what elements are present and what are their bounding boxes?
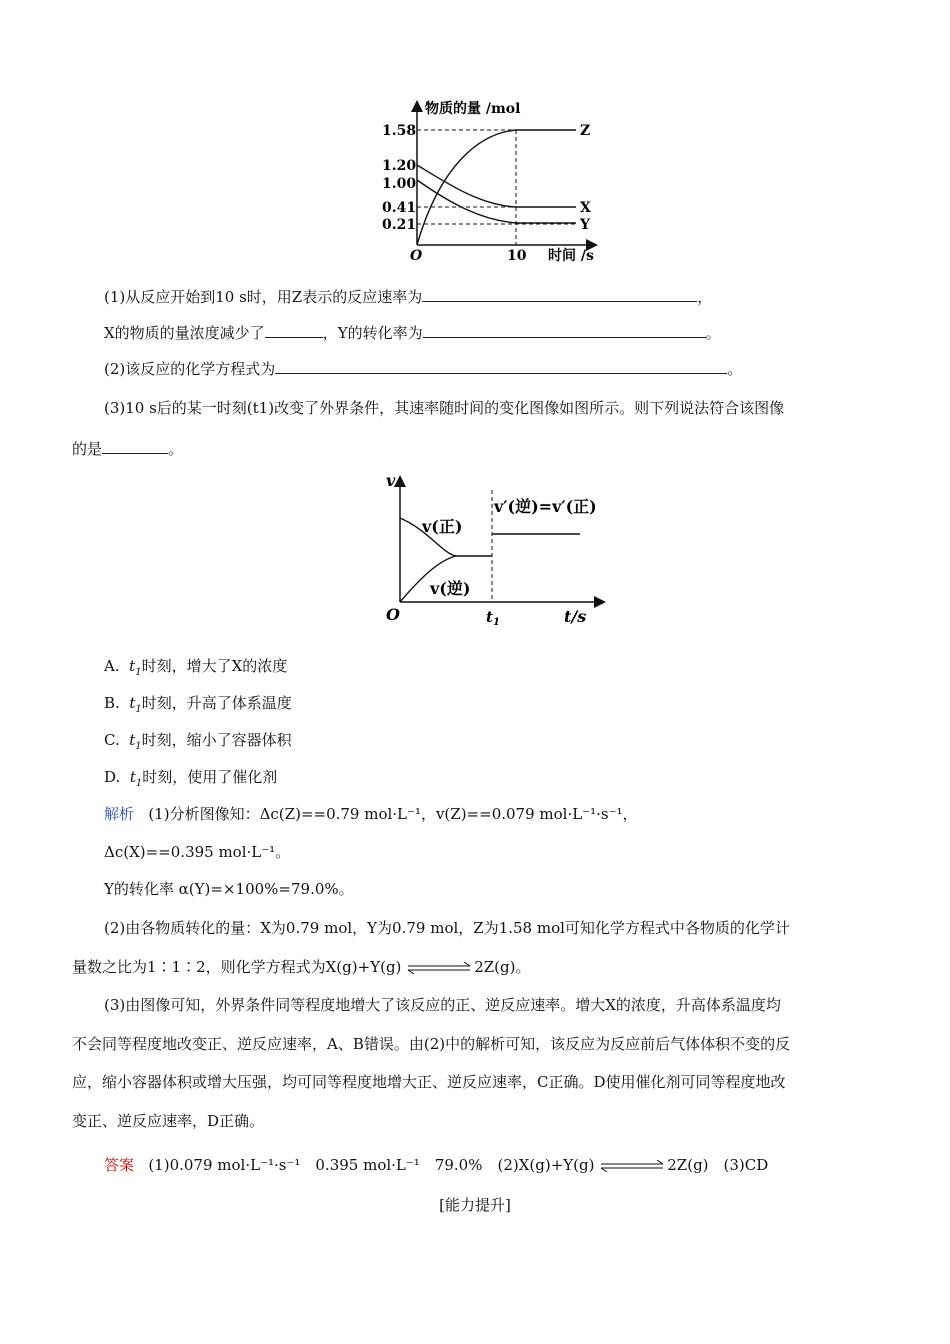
equilibrium-arrow-icon [599,1160,667,1172]
analysis-line-3: Y的转化率 α(Y)=×100%=79.0%。 [104,880,354,898]
question-1a: (1)从反应开始到10 s时，用Z表示的反应速率为 ， [104,288,713,306]
y-tick-0.21: 0.21 [382,217,417,233]
series-label-x: X [580,200,591,216]
x-tick-10: 10 [507,248,527,264]
series-label-z: Z [580,123,591,139]
answer-blank-2[interactable] [275,358,727,374]
question-2: (2)该反应的化学方程式为 。 [104,360,743,378]
label-v-prime: v′(逆)=v′(正) [494,497,597,516]
rate-time-chart [378,470,618,635]
answer-blank-3[interactable] [102,438,168,454]
option-b[interactable]: B. $t_1$时刻，升高了体系温度 [104,694,292,715]
x-axis-label: 时间 /s [548,248,594,264]
answer-blank-1c[interactable] [423,322,706,338]
label-v-reverse: v(逆) [430,579,471,598]
analysis-line-8: 应，缩小容器体积或增大压强，均可同等程度地增大正、逆反应速率，C正确。D使用催化剂可同等程度地改 [72,1073,786,1091]
y-tick-1.00: 1.00 [382,176,417,192]
analysis-line-4: (2)由各物质转化的量：X为0.79 mol，Y为0.79 mol，Z为1.58 mol可知化学方程式中各物质的化学计 [104,919,790,937]
option-a[interactable]: A. $t_1$时刻，增大了X的浓度 [104,657,288,678]
question-3-line1: (3)10 s后的某一时刻(t1)改变了外界条件，其速率随时间的变化图像如图所示。则下列说法符合该图像 [104,399,785,417]
t1-tick: $t_1$ [486,608,500,628]
y-tick-1.58: 1.58 [382,123,417,139]
question-1b: X的物质的量浓度减少了 ，Y的转化率为 。 [104,324,721,342]
option-d[interactable]: D. $t_1$时刻，使用了催化剂 [104,768,278,789]
origin-label-2: O [386,605,400,624]
origin-label: O [410,248,423,264]
y-tick-0.41: 0.41 [382,200,417,216]
analysis-line-9: 变正、逆反应速率，D正确。 [72,1112,265,1130]
analysis-line-5: 量数之比为1∶1∶2，则化学方程式为X(g)+Y(g) 2Z(g)。 [72,958,531,976]
analysis-label: 解析 [104,805,135,823]
analysis-line-1: 解析 (1)分析图像知：Δc(Z)==0.79 mol·L⁻¹，v(Z)==0.079 mol·L⁻¹·s⁻¹， [104,805,638,823]
analysis-line-6: (3)由图像可知，外界条件同等程度地增大了该反应的正、逆反应速率。增大X的浓度，升高体系温度均 [104,996,781,1014]
y-tick-1.20: 1.20 [382,158,417,174]
t-axis-label: t/s [564,607,587,626]
answer-blank-1b[interactable] [265,322,323,338]
section-footer: [能力提升] [439,1196,511,1214]
answer-line: 答案 (1)0.079 mol·L⁻¹·s⁻¹ 0.395 mol·L⁻¹ 79.0% (2)X(g)+Y(g) 2Z(g) (3)CD [104,1156,769,1174]
answer-label: 答案 [104,1156,135,1174]
y-axis-label: 物质的量 /mol [425,101,521,117]
series-label-y: Y [580,217,590,233]
answer-blank-1a[interactable] [422,286,697,302]
label-v-forward: v(正) [422,517,463,536]
analysis-line-7: 不会同等程度地改变正、逆反应速率，A、B错误。由(2)中的解析可知，该反应为反应前后气体体积不变的反 [72,1035,791,1053]
option-c[interactable]: C. $t_1$时刻，缩小了容器体积 [104,731,292,752]
analysis-line-2: Δc(X)==0.395 mol·L⁻¹。 [104,843,291,861]
question-3-line2: 的是 。 [72,440,184,458]
equilibrium-arrow-icon [406,962,474,974]
v-axis-label: v [386,471,396,490]
curve-z [417,130,576,245]
amount-time-chart [380,95,610,265]
